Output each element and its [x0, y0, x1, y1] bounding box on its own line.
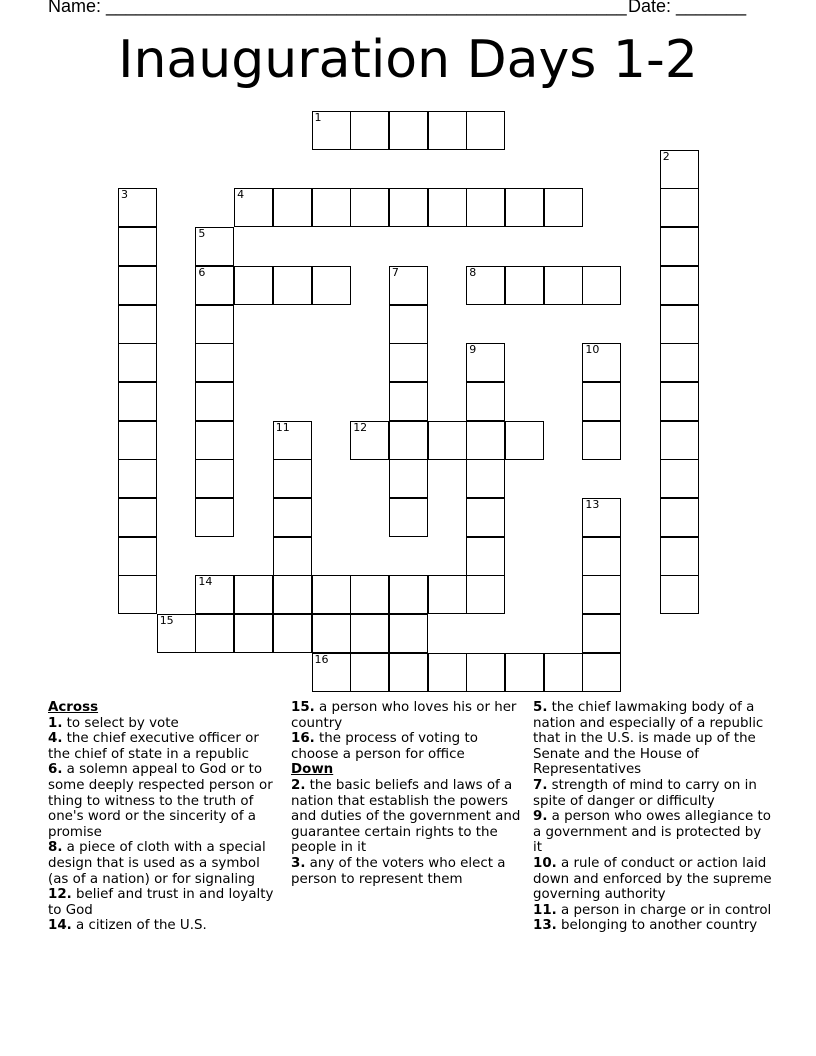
- cell-number: 12: [353, 420, 368, 434]
- clue-text: a piece of cloth with a special design that is used as a symbol (as of a nation) or for signaling: [48, 840, 266, 887]
- crossword-cell[interactable]: [466, 498, 505, 537]
- across-heading: Across: [48, 700, 99, 715]
- crossword-cell[interactable]: [195, 227, 234, 266]
- crossword-cell[interactable]: [118, 498, 157, 537]
- clue-text: the chief executive officer or the chief of state in a republic: [48, 731, 259, 762]
- crossword-cell[interactable]: [544, 188, 583, 227]
- crossword-cell[interactable]: [389, 111, 428, 150]
- clue-text: a person who loves his or her country: [291, 700, 517, 731]
- crossword-cell[interactable]: [350, 188, 389, 227]
- crossword-cell[interactable]: [273, 188, 312, 227]
- clue-down-13: [533, 918, 773, 934]
- clue-number: 6.: [48, 762, 63, 778]
- cell-number: 2: [662, 149, 670, 163]
- crossword-cell[interactable]: [660, 459, 699, 498]
- crossword-cell[interactable]: [582, 343, 621, 382]
- crossword-cell[interactable]: [428, 421, 467, 460]
- crossword-cell[interactable]: [389, 188, 428, 227]
- crossword-cell[interactable]: [466, 421, 505, 460]
- crossword-cell[interactable]: [118, 575, 157, 614]
- crossword-cell[interactable]: [660, 421, 699, 460]
- clue-down-10: [533, 856, 773, 903]
- clues-column-2: [291, 700, 527, 887]
- down-heading: Down: [291, 762, 334, 778]
- crossword-cell[interactable]: [660, 188, 699, 227]
- crossword-cell[interactable]: [195, 421, 234, 460]
- crossword-cell[interactable]: [544, 653, 583, 692]
- crossword-cell[interactable]: [195, 343, 234, 382]
- cell-number: 5: [198, 227, 206, 241]
- clue-number: 16.: [291, 731, 315, 747]
- clue-number: 1.: [48, 715, 63, 731]
- clue-number: 4.: [48, 731, 63, 747]
- crossword-cell[interactable]: [389, 575, 428, 614]
- crossword-cell[interactable]: [118, 188, 157, 227]
- clue-number: 11.: [533, 902, 557, 918]
- crossword-cell[interactable]: [466, 537, 505, 576]
- crossword-cell[interactable]: [466, 188, 505, 227]
- crossword-cell[interactable]: [466, 459, 505, 498]
- crossword-cell[interactable]: [466, 343, 505, 382]
- clue-across-14: [48, 918, 280, 934]
- crossword-cell[interactable]: [118, 421, 157, 460]
- crossword-cell[interactable]: [389, 653, 428, 692]
- crossword-cell[interactable]: [273, 537, 312, 576]
- crossword-cell[interactable]: [195, 266, 234, 305]
- crossword-cell[interactable]: [389, 343, 428, 382]
- crossword-cell[interactable]: [273, 575, 312, 614]
- crossword-cell[interactable]: [389, 498, 428, 537]
- cell-number: 15: [159, 614, 174, 628]
- crossword-cell[interactable]: [312, 111, 351, 150]
- crossword-cell[interactable]: [234, 575, 273, 614]
- cell-number: 11: [275, 420, 290, 434]
- crossword-cell[interactable]: [544, 266, 583, 305]
- name-field-label: Name: ____________________________________________________: [48, 0, 627, 16]
- crossword-cell[interactable]: [389, 305, 428, 344]
- clue-text: a solemn appeal to God or to some deeply respected person or thing to witness to the truth of one's word or the sincerity of a promise: [48, 762, 273, 840]
- clue-text: to select by vote: [66, 715, 179, 731]
- crossword-cell[interactable]: [118, 459, 157, 498]
- crossword-cell[interactable]: [389, 421, 428, 460]
- crossword-cell[interactable]: [195, 305, 234, 344]
- crossword-cell[interactable]: [428, 111, 467, 150]
- crossword-cell[interactable]: [660, 343, 699, 382]
- cell-number: 14: [198, 575, 213, 589]
- clue-number: 10.: [533, 855, 557, 871]
- crossword-cell[interactable]: [195, 498, 234, 537]
- clue-text: belief and trust in and loyalty to God: [48, 887, 274, 918]
- clue-across-16: [291, 731, 527, 762]
- clue-text: the chief lawmaking body of a nation and especially of a republic that in the U.S. is made up of the Senate and the House of Representatives: [533, 700, 764, 778]
- crossword-cell[interactable]: [273, 421, 312, 460]
- crossword-cell[interactable]: [466, 111, 505, 150]
- crossword-cell[interactable]: [118, 227, 157, 266]
- crossword-cell[interactable]: [312, 614, 351, 653]
- crossword-cell[interactable]: [428, 653, 467, 692]
- crossword-cell[interactable]: [350, 614, 389, 653]
- page-title: Inauguration Days 1-2: [118, 30, 698, 90]
- crossword-cell[interactable]: [660, 498, 699, 537]
- crossword-cell[interactable]: [157, 614, 196, 653]
- clue-text: a person in charge or in control: [561, 902, 772, 918]
- crossword-cell[interactable]: [195, 614, 234, 653]
- crossword-cell[interactable]: [660, 382, 699, 421]
- clues-column-3: [533, 700, 773, 934]
- clue-across-4: [48, 731, 280, 762]
- crossword-cell[interactable]: [350, 653, 389, 692]
- crossword-cell[interactable]: [389, 614, 428, 653]
- crossword-cell[interactable]: [660, 537, 699, 576]
- clue-down-2: [291, 778, 527, 856]
- clue-number: 14.: [48, 918, 72, 934]
- clue-number: 5.: [533, 700, 548, 715]
- clue-number: 8.: [48, 840, 63, 856]
- crossword-cell[interactable]: [505, 266, 544, 305]
- cell-number: 16: [314, 652, 329, 666]
- crossword-cell[interactable]: [660, 227, 699, 266]
- clue-number: 3.: [291, 855, 306, 871]
- crossword-cell[interactable]: [582, 421, 621, 460]
- crossword-cell[interactable]: [582, 266, 621, 305]
- crossword-cell[interactable]: [582, 575, 621, 614]
- clue-text: belonging to another country: [561, 918, 758, 934]
- clue-down-3: [291, 856, 527, 887]
- clues-column-1: [48, 700, 280, 934]
- crossword-cell[interactable]: [234, 614, 273, 653]
- crossword-cell[interactable]: [312, 653, 351, 692]
- clue-number: 15.: [291, 700, 315, 715]
- crossword-cell[interactable]: [350, 575, 389, 614]
- cell-number: 6: [198, 265, 206, 279]
- clue-across-15: [291, 700, 527, 731]
- crossword-cell[interactable]: [389, 382, 428, 421]
- crossword-cell[interactable]: [195, 575, 234, 614]
- cell-number: 13: [585, 498, 600, 511]
- clue-across-12: [48, 887, 280, 918]
- crossword-cell[interactable]: [660, 266, 699, 305]
- cell-number: 10: [585, 343, 600, 357]
- crossword-cell[interactable]: [582, 653, 621, 692]
- crossword-cell[interactable]: [118, 266, 157, 305]
- crossword-cell[interactable]: [505, 653, 544, 692]
- clue-number: 7.: [533, 777, 548, 793]
- crossword-cell[interactable]: [118, 537, 157, 576]
- clue-text: a rule of conduct or action laid down and enforced by the supreme governing authority: [533, 855, 772, 903]
- crossword-cell[interactable]: [660, 150, 699, 189]
- crossword-cell[interactable]: [312, 188, 351, 227]
- cell-number: 4: [237, 188, 245, 202]
- crossword-cell[interactable]: [234, 188, 273, 227]
- crossword-cell[interactable]: [389, 266, 428, 305]
- clue-across-6: [48, 762, 280, 840]
- clue-text: any of the voters who elect a person to represent them: [291, 855, 506, 887]
- crossword-cell[interactable]: [389, 459, 428, 498]
- clue-text: the basic beliefs and laws of a nation that establish the powers and duties of the government and guarantee certain rights to the people in it: [291, 777, 521, 856]
- clue-down-5: [533, 700, 773, 778]
- date-field-label: Date: _______: [628, 0, 747, 16]
- crossword-cell[interactable]: [582, 537, 621, 576]
- crossword-cell[interactable]: [466, 653, 505, 692]
- crossword-cell[interactable]: [312, 266, 351, 305]
- crossword-cell[interactable]: [273, 459, 312, 498]
- crossword-cell[interactable]: [118, 343, 157, 382]
- crossword-cell[interactable]: [505, 188, 544, 227]
- clue-number: 9.: [533, 809, 548, 825]
- clue-down-9: [533, 809, 773, 856]
- crossword-cell[interactable]: [466, 382, 505, 421]
- crossword-cell[interactable]: [273, 498, 312, 537]
- crossword-cell[interactable]: [505, 421, 544, 460]
- crossword-cell[interactable]: [234, 266, 273, 305]
- crossword-cell[interactable]: [582, 498, 621, 537]
- crossword-cell[interactable]: [118, 382, 157, 421]
- crossword-cell[interactable]: [466, 575, 505, 614]
- crossword-cell[interactable]: [195, 382, 234, 421]
- cell-number: 3: [121, 188, 128, 202]
- crossword-cell[interactable]: [428, 188, 467, 227]
- clue-number: 12.: [48, 887, 72, 903]
- clue-text: strength of mind to carry on in spite of danger or difficulty: [533, 777, 757, 809]
- cell-number: 7: [391, 265, 399, 279]
- crossword-cell[interactable]: [582, 614, 621, 653]
- clue-text: a citizen of the U.S.: [76, 918, 207, 934]
- crossword-cell[interactable]: [466, 266, 505, 305]
- clue-down-7: [533, 778, 773, 809]
- crossword-cell[interactable]: [428, 575, 467, 614]
- cell-number: 8: [469, 265, 477, 279]
- crossword-cell[interactable]: [582, 382, 621, 421]
- crossword-cell[interactable]: [273, 266, 312, 305]
- clue-text: the process of voting to choose a person for office: [291, 731, 478, 762]
- clue-number: 13.: [533, 918, 557, 934]
- crossword-cell[interactable]: [312, 575, 351, 614]
- clue-across-8: [48, 840, 280, 887]
- clue-across-1: [48, 716, 280, 732]
- clue-number: 2.: [291, 777, 306, 793]
- crossword-cell[interactable]: [660, 305, 699, 344]
- cell-number: 1: [314, 111, 322, 124]
- clue-down-11: [533, 903, 773, 919]
- cell-number: 9: [469, 343, 477, 357]
- clue-text: a person who owes allegiance to a government and is protected by it: [533, 809, 771, 856]
- crossword-cell[interactable]: [118, 305, 157, 344]
- crossword-cell[interactable]: [350, 111, 389, 150]
- crossword-cell[interactable]: [350, 421, 389, 460]
- crossword-cell[interactable]: [660, 575, 699, 614]
- crossword-cell[interactable]: [195, 459, 234, 498]
- crossword-cell[interactable]: [273, 614, 312, 653]
